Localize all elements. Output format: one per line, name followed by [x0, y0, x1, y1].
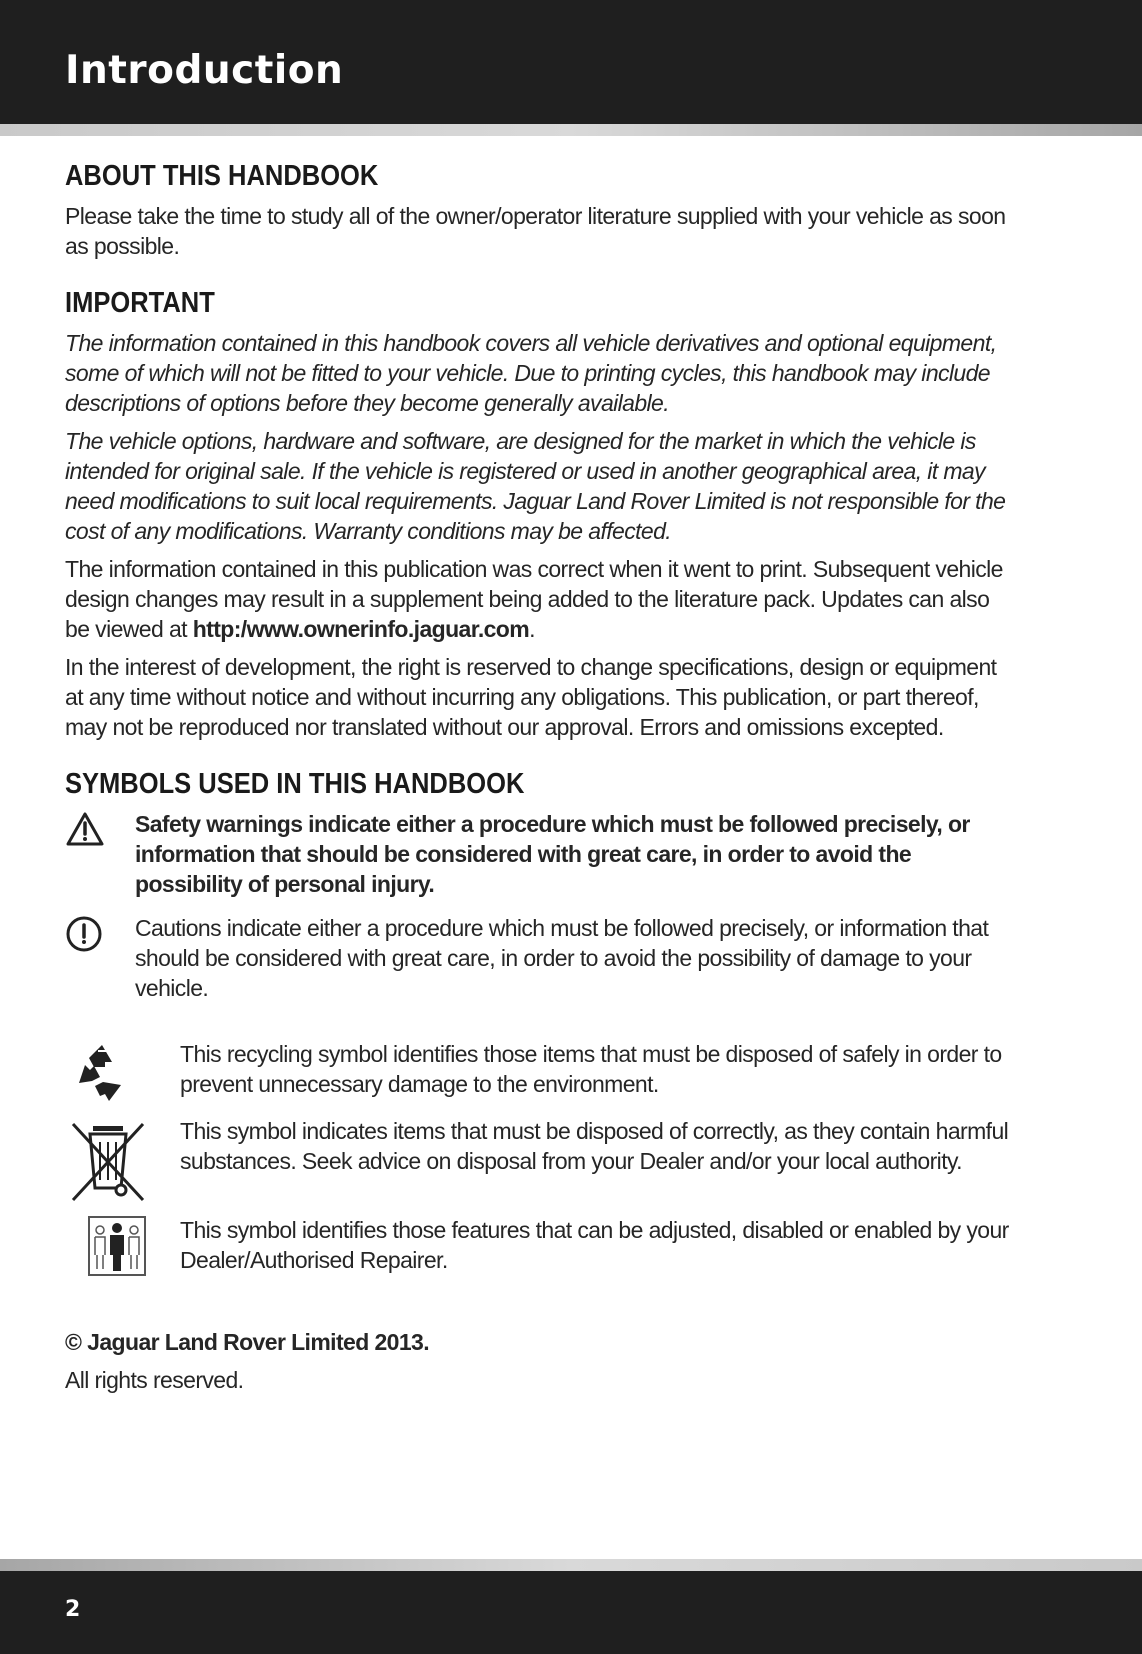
caution-symbol-row [65, 913, 1015, 1011]
copyright-symbol: © [65, 1329, 82, 1355]
about-section [65, 160, 1015, 261]
about-heading: ABOUT THIS HANDBOOK [65, 160, 379, 192]
page-header [0, 0, 1142, 124]
dealer-text: This symbol identifies those features that can be adjusted, disabled or enabled by your Dealer/Authorised Repairer. [180, 1217, 1009, 1273]
ownerinfo-link[interactable]: http:/www.ownerinfo.jaguar.com [192, 616, 530, 642]
recycling-symbol-row [65, 1039, 1015, 1110]
paragraph-3-end: . [529, 616, 535, 642]
about-text: Please take the time to study all of the owner/operator literature supplied with your vehicle as soon as possible. [65, 203, 1006, 259]
symbols-heading: SYMBOLS USED IN THIS HANDBOOK [65, 768, 525, 800]
paragraph-3-text: The information contained in this publication was correct when it went to print. Subsequent vehicle design changes may result in a supplement being added to the literature pack. Updates can also be viewed at [65, 556, 1003, 642]
copyright-text: Jaguar Land Rover Limited 2013. [87, 1329, 430, 1355]
dealer-symbol-row [65, 1215, 1015, 1283]
important-italic-paragraph-1: The information contained in this handbook covers all vehicle derivatives and optional equipment, some of which will not be fitted to your vehicle. Due to printing cycles, this handbook may include descriptions of options before they become generally available. [65, 330, 997, 416]
page-footer [0, 1571, 1142, 1654]
caution-text: Cautions indicate either a procedure which must be followed precisely, or information that should be considered with great care, in order to avoid the possibility of damage to your vehicle. [135, 915, 989, 1001]
footer-divider [0, 1559, 1142, 1571]
important-heading: IMPORTANT [65, 287, 215, 319]
copyright-block [65, 1327, 1015, 1395]
disposal-text: This symbol indicates items that must be disposed of correctly, as they contain harmful substances. Seek advice on disposal from your Dealer and/or your local authority. [180, 1118, 1009, 1174]
important-italic-paragraph-2: The vehicle options, hardware and software, are designed for the market in which the vehicle is intended for original sale. If the vehicle is registered or used in another geographical area, it may need modifications to suit local requirements. Jaguar Land Rover Limited is not responsible for the cost of any modifications. Warranty conditions may be affected. [65, 428, 1006, 544]
page-number: 2 [65, 1597, 81, 1622]
dealer-adjustable-icon [65, 1215, 180, 1282]
crossed-bin-icon [65, 1116, 180, 1209]
recycling-text: This recycling symbol identifies those items that must be disposed of safely in order to prevent unnecessary damage to the environment. [180, 1041, 1002, 1097]
warning-text: Safety warnings indicate either a procedure which must be followed precisely, or information that should be considered with great care, in order to avoid the possibility of personal injury. [135, 811, 970, 897]
disposal-symbol-row [65, 1116, 1015, 1209]
important-paragraph-3 [65, 554, 1015, 644]
header-divider [0, 124, 1142, 136]
warning-triangle-icon [65, 809, 135, 852]
copyright-line [65, 1327, 1015, 1357]
symbols-section [65, 768, 1015, 1283]
page-title: Introduction [65, 48, 344, 93]
important-section [65, 287, 1015, 742]
warning-symbol-row [65, 809, 1015, 907]
rights-reserved: All rights reserved. [65, 1367, 244, 1393]
important-paragraph-4: In the interest of development, the right is reserved to change specifications, design or equipment at any time without notice and without incurring any obligations. This publication, or part thereof, may not be reproduced nor translated without our approval. Errors and omissions excepted. [65, 654, 997, 740]
caution-circle-icon [65, 913, 135, 958]
recycling-icon [65, 1039, 180, 1110]
page-content [65, 160, 1015, 1403]
